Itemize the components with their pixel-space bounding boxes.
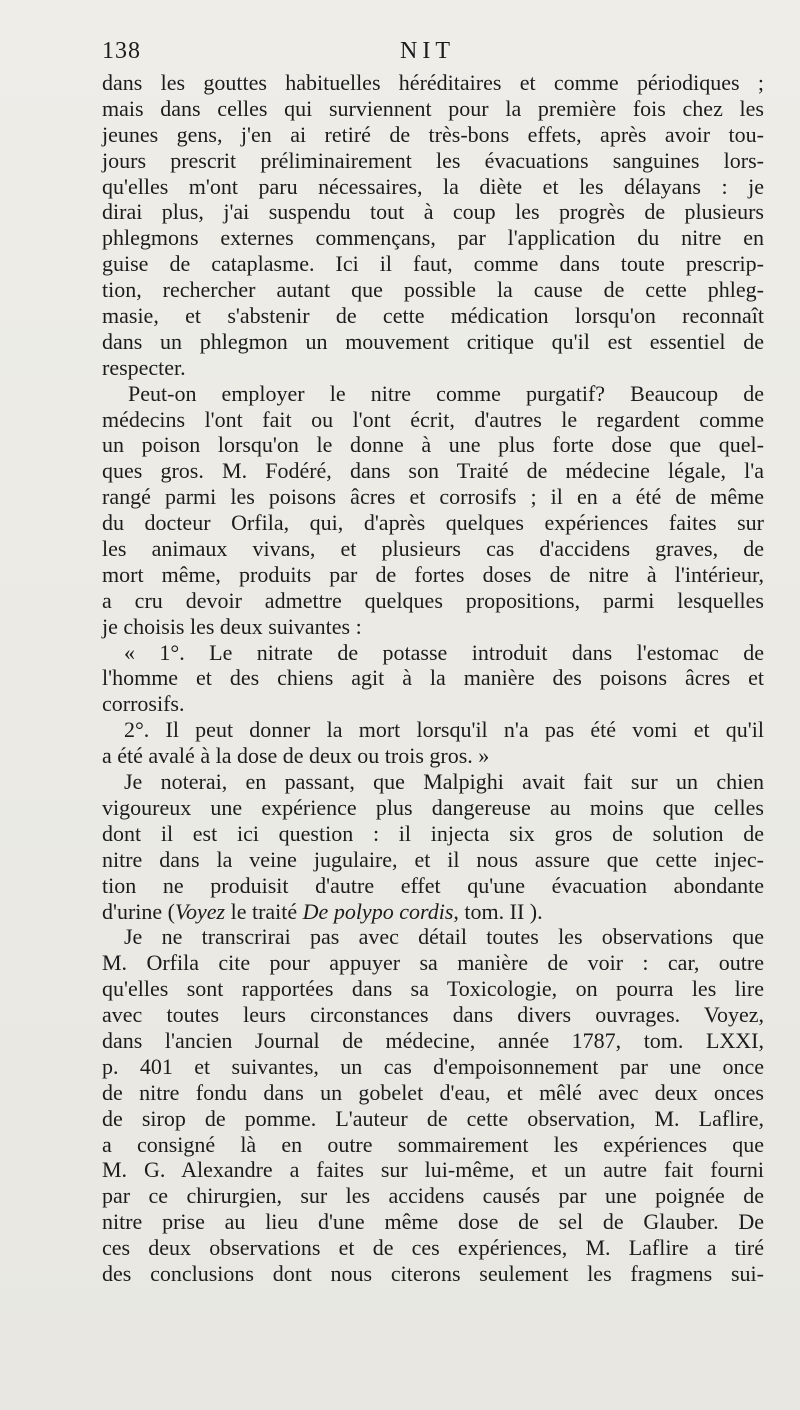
text-line-urine <box>102 899 764 925</box>
text-line: médecins l'ont fait ou l'ont écrit, d'autres le regardent comme <box>102 406 764 432</box>
text-line: avec toutes leurs circonstances dans divers ouvrages. Voyez, <box>102 1002 764 1028</box>
text-line: je choisis les deux suivantes : <box>102 613 362 639</box>
text-line: Peut-on employer le nitre comme purgatif? Beaucoup de <box>128 380 764 406</box>
text-line: M. Orfila cite pour appuyer sa manière de voir : car, outre <box>102 950 764 976</box>
text-line: tion ne produisit d'autre effet qu'une évacuation abondante <box>102 872 764 898</box>
text-line: l'homme et des chiens agit à la manière des poisons âcres et <box>102 665 764 691</box>
text-line: dans l'ancien Journal de médecine, année 1787, tom. LXXI, <box>102 1027 764 1053</box>
text-line: a cru devoir admettre quelques propositions, parmi lesquelles <box>102 587 764 613</box>
text-line: rangé parmi les poisons âcres et corrosifs ; il en a été de même <box>102 484 764 510</box>
text-line: les animaux vivans, et plusieurs cas d'accidens graves, de <box>102 536 764 562</box>
voyez-italic: Voyez <box>175 898 226 924</box>
text-line: « 1°. Le nitrate de potasse introduit dans l'estomac de <box>124 639 764 665</box>
text-line: Je ne transcrirai pas avec détail toutes les observations que <box>124 924 764 950</box>
text-line: des conclusions dont nous citerons seulement les fragmens sui- <box>102 1260 764 1286</box>
text-line: corrosifs. <box>102 691 185 717</box>
text-line: mort même, produits par de fortes doses de nitre à l'intérieur, <box>102 561 764 587</box>
text-line: qu'elles sont rapportées dans sa Toxicologie, on pourra les lire <box>102 976 764 1002</box>
text-line: mais dans celles qui surviennent pour la première fois chez les <box>102 95 764 121</box>
urine-before: d'urine ( <box>102 898 175 924</box>
text-line: guise de cataplasme. Ici il faut, comme dans toute prescrip- <box>102 251 764 277</box>
text-line: M. G. Alexandre a faites sur lui-même, et un autre fait fourni <box>102 1157 764 1183</box>
text-line: ces deux observations et de ces expériences, M. Laflire a tiré <box>102 1235 764 1261</box>
text-line: a été avalé à la dose de deux ou trois gros. » <box>102 743 490 769</box>
text-line: respecter. <box>102 354 186 380</box>
text-line: du docteur Orfila, qui, d'après quelques expériences faites sur <box>102 510 764 536</box>
text-line: phlegmons externes commençans, par l'application du nitre en <box>102 225 764 251</box>
text-line: ques gros. M. Fodéré, dans son Traité de médecine légale, l'a <box>102 458 764 484</box>
text-line: masie, et s'abstenir de cette médication lorsqu'on reconnaît <box>102 303 764 329</box>
urine-middle: le traité <box>225 898 303 924</box>
text-line: a consigné là en outre sommairement les expériences que <box>102 1131 764 1157</box>
text-line: jours prescrit préliminairement les évacuations sanguines lors- <box>102 147 764 173</box>
text-line: nitre dans la veine jugulaire, et il nous assure que cette injec- <box>102 846 764 872</box>
urine-after: , tom. II ). <box>453 898 543 924</box>
text-line: dans un phlegmon un mouvement critique qu'il est essentiel de <box>102 328 764 354</box>
text-line: dans les gouttes habituelles héréditaires et comme périodiques ; <box>102 70 764 95</box>
text-line: dont il est ici question : il injecta six gros de solution de <box>102 820 764 846</box>
book-title-italic: De polypo cordis <box>302 898 454 924</box>
text-line: nitre prise au lieu d'une même dose de sel de Glauber. De <box>102 1209 764 1235</box>
text-line: Je noterai, en passant, que Malpighi avait fait sur un chien <box>124 769 764 795</box>
text-line: un poison lorsqu'on le donne à une plus forte dose que quel- <box>102 432 764 458</box>
text-line: de sirop de pomme. L'auteur de cette observation, M. Laflire, <box>102 1105 764 1131</box>
text-line: dirai plus, j'ai suspendu tout à coup les progrès de plusieurs <box>102 199 764 225</box>
running-head: NIT <box>400 38 455 64</box>
text-line: 2°. Il peut donner la mort lorsqu'il n'a pas été vomi et qu'il <box>124 717 764 743</box>
text-line: jeunes gens, j'en ai retiré de très-bons effets, après avoir tou- <box>102 121 764 147</box>
text-line: par ce chirurgien, sur les accidens causés par une poignée de <box>102 1183 764 1209</box>
page-number: 138 <box>102 38 141 64</box>
text-line: tion, rechercher autant que possible la cause de cette phleg- <box>102 277 764 303</box>
body-text <box>102 70 764 1287</box>
text-line: vigoureux une expérience plus dangereuse au moins que celles <box>102 794 764 820</box>
text-line: qu'elles m'ont paru nécessaires, la diète et les délayans : je <box>102 173 764 199</box>
text-line: de nitre fondu dans un gobelet d'eau, et mêlé avec deux onces <box>102 1079 764 1105</box>
text-line: p. 401 et suivantes, un cas d'empoisonnement par une once <box>102 1053 764 1079</box>
page-header <box>0 34 800 70</box>
